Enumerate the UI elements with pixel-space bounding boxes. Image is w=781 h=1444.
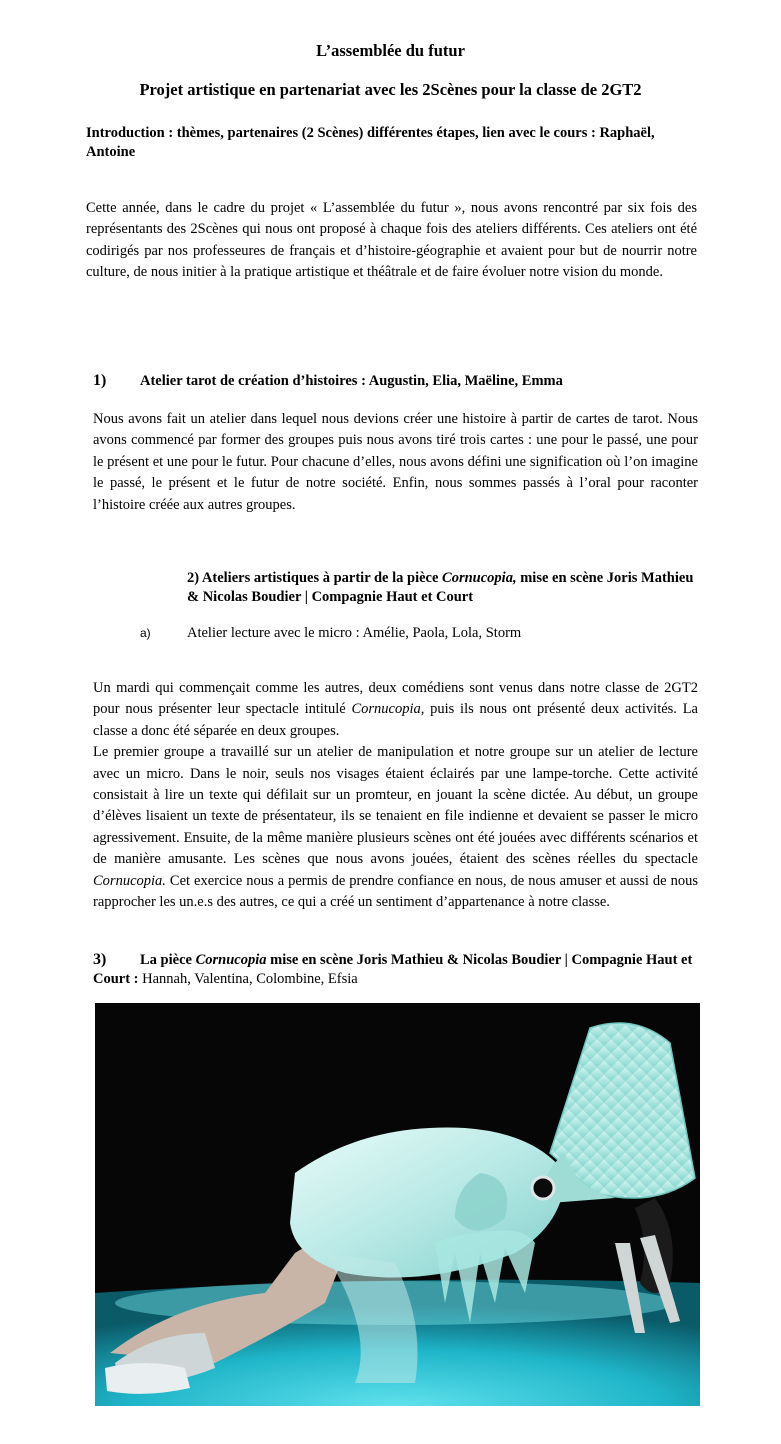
section-1-number: 1) [93, 372, 107, 389]
section-2a-play-title: Cornucopia [351, 701, 421, 718]
section-2-play-title: Cornucopia, [442, 570, 517, 586]
section-2a-text-1: Un mardi qui commençait comme les autres, deux comédiens sont venus dans notre classe de 2GT2 pour nous présenter leur spectacle intitulé [93, 680, 698, 718]
page-title: L’assemblée du futur [316, 41, 465, 60]
section-3-heading-text: La pièce [140, 952, 196, 968]
section-3-heading [93, 950, 698, 989]
section-3-names: Hannah, Valentina, Colombine, Efsia [142, 971, 358, 987]
section-2a-play-title-2: Cornucopia. [93, 872, 166, 889]
section-2a-text-4: Cet exercice nous a permis de prendre confiance en nous, de nous amuser et aussi de nous rapprocher les un.e.s des autres, ce qui a créé un sentiment d’appartenance à notre classe. [93, 872, 698, 911]
photo-lens [532, 1177, 554, 1199]
section-3-play-title: Cornucopia [195, 952, 267, 968]
section-2a-heading [140, 625, 700, 642]
section-2-heading [187, 569, 697, 607]
section-2-heading-credits: mise en scène Joris Mathieu & Nicolas Boudier | Compagnie Haut et Court [187, 570, 694, 605]
section-2a-paragraph [93, 678, 698, 913]
section-2a-text-3: Le premier groupe a travaillé sur un atelier de manipulation et notre groupe sur un atelier de lecture avec un micro. Dans le noir, seuls nos visages étaient éclairés par une lampe-torche. Cette activité consistait à lire un texte qui défilait sur un promteur, en jouant la scène dictée. Au début, un groupe d’élèves lisaient un texte de présentateur, ils se tenaient en file indienne et devaient se passer le micro agressivement. Ensuite, de la même manière plusieurs scènes ont été jouées avec différents scénarios et de manière amusante. Les scènes que nous avons jouées, étaient des scènes réelles du spectacle [93, 744, 698, 868]
intro-paragraph: Cette année, dans le cadre du projet « L’assemblée du futur », nous avons rencontré par six fois des représentants des 2Scènes qui nous ont proposé à chaque fois des ateliers différents. Ces ateliers ont été codirigés par nos professeures de français et d’histoire-géographie et avaient pour but de nourrir notre culture, de nous initier à la pratique artistique et théâtrale et de faire évoluer notre vision du monde. [86, 200, 697, 281]
photo-shoe [105, 1363, 190, 1394]
intro-heading: Introduction : thèmes, partenaires (2 Scènes) différentes étapes, lien avec le cours : Raphaël, Antoine [86, 125, 655, 160]
section-3-heading-credits: mise en scène Joris Mathieu & Nicolas Boudier | Compagnie Haut et Court : [93, 952, 693, 987]
section-2a-title: Atelier lecture avec le micro : Amélie, Paola, Lola, Storm [187, 625, 522, 641]
section-3-number: 3) [93, 951, 107, 968]
section-1-paragraph: Nous avons fait un atelier dans lequel nous devions créer une histoire à partir de cartes de tarot. Nous avons commencé par former des groupes puis nous avons tiré trois cartes : une pour le passé, une pour le présent et une pour le futur. Pour chacune d’elles, nous avons défini une signification où l’on imagine le passé, le présent et le futur de notre société. Enfin, nous sommes passés à l’oral pour raconter l’histoire créée aux autres groupes. [93, 411, 698, 513]
section-2a-text-2: , puis ils nous ont présenté deux activités. La classe a donc été séparée en deux groupes. [93, 701, 698, 739]
cornucopia-stage-photo [95, 1003, 700, 1406]
section-1-heading [93, 372, 703, 390]
page-subtitle: Projet artistique en partenariat avec les 2Scènes pour la classe de 2GT2 [139, 80, 642, 99]
section-2-heading-text: 2) Ateliers artistiques à partir de la pièce [187, 570, 443, 586]
section-1-title: Atelier tarot de création d’histoires : Augustin, Elia, Maëline, Emma [140, 373, 563, 389]
section-2a-letter: a) [140, 626, 151, 640]
